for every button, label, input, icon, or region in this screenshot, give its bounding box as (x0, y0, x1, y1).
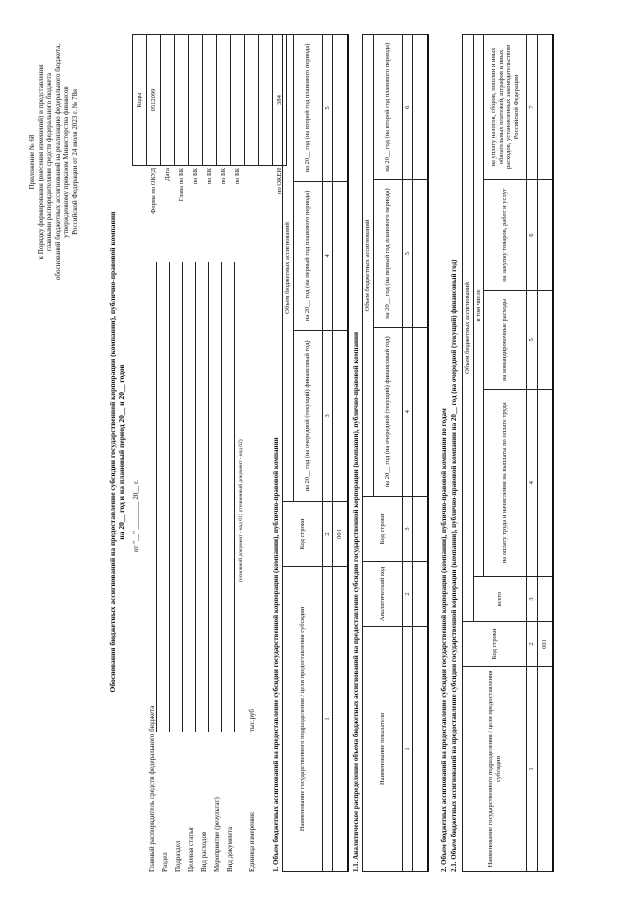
table-row-cell[interactable] (413, 35, 429, 180)
gl-cell[interactable] (175, 35, 189, 166)
section-2-1-title: 2.1. Объем бюджетных ассигнований на предоставление субсидии государственной корпорации (компании), публично-правовой компании на 20__ год (на очередной (текущий) финансовый год) (450, 259, 458, 872)
col-code: Код строки (283, 502, 323, 567)
field-label: Раздел (161, 852, 169, 872)
table-row-code: 001 (537, 622, 553, 667)
units-label: Единица измерения: (248, 811, 256, 872)
col-year-2: на 20__ год (на первый год планового периода) (293, 181, 322, 330)
title-line: Обоснования бюджетных ассигнований на предоставление субсидии государственной корпорации (компании), публично-правовой компании (108, 211, 117, 693)
bk-label: по БК (233, 167, 241, 185)
col-num: 4 (402, 327, 413, 496)
col-num: 1 (322, 567, 333, 872)
bk-label: по БК (205, 167, 213, 185)
table-row-code: 001 (333, 502, 349, 567)
table-row-cell[interactable] (537, 180, 553, 291)
col-total: всего (473, 577, 527, 622)
table-row-cell[interactable] (333, 181, 349, 330)
col-num: 6 (527, 180, 538, 291)
table-row-cell[interactable] (333, 330, 349, 501)
field-label: Вид документа (226, 826, 234, 872)
okud-value: 0512099 (147, 35, 161, 166)
appendix-line: к Порядку формирования (внесения изменений) и представления (36, 64, 45, 260)
bk-label: по БК (219, 167, 227, 185)
date-line: от "__" ________ 20__ г. (132, 479, 140, 552)
col-year-2: на 20__ год (на первый год планового периода) (373, 180, 402, 327)
table-row-cell[interactable] (413, 627, 429, 872)
col-analytic: Аналитический код (363, 562, 403, 627)
table-row-cell[interactable] (537, 389, 553, 576)
field-label: Подраздел (174, 840, 182, 872)
table-row-cell[interactable] (537, 577, 553, 622)
okud-label: Форма по ОКУД (149, 167, 157, 214)
table-row-cell[interactable] (413, 562, 429, 627)
col-travel: на командировочные расходы (484, 291, 527, 389)
title-line: на 20__ год и на плановый период 20__ и 20__ годов (117, 364, 126, 540)
col-year-1: на 20__ год (на очередной (текущий) финансовый год) (373, 327, 402, 496)
date-cell[interactable] (161, 35, 175, 166)
col-num: 6 (402, 35, 413, 180)
col-num: 5 (402, 180, 413, 327)
table-row-cell[interactable] (413, 180, 429, 327)
bk-cell[interactable] (231, 35, 245, 166)
codes-head: Коды (133, 35, 147, 166)
col-name: Наименование государственного подразделения / цели предоставления субсидии (283, 567, 323, 872)
col-num: 1 (527, 667, 538, 872)
col-code: Код строки (363, 497, 403, 562)
bk-cell[interactable] (217, 35, 231, 166)
col-year-3: на 20__ год (на второй год планового периода) (373, 35, 402, 180)
col-name: Наименование государственного подразделения / цели предоставления субсидии (463, 667, 527, 872)
document-title (108, 102, 126, 802)
appendix-line: утвержденному приказом Министерства финансов (62, 86, 70, 238)
field-label: Целевая статья (187, 827, 195, 872)
appendix-line: Российской Федерации от 24 июля 2023 г. № 78н (70, 89, 79, 235)
blank-cell (259, 35, 273, 166)
section-1-table (282, 34, 349, 872)
col-num: 7 (527, 35, 538, 180)
appendix-line: главными распорядителями средств федерального бюджета (45, 73, 53, 251)
table-row-cell[interactable] (413, 497, 429, 562)
col-taxes: на уплату налогов, сборов, пошлин и иных обязательных платежей, штрафов и иных расходов, установленных законодательством Российской Федерации (484, 35, 527, 180)
table-row-cell[interactable] (413, 327, 429, 496)
col-incl: в том числе (473, 35, 484, 577)
col-group: Объем бюджетных ассигнований (363, 35, 374, 497)
section-2-1-table (462, 34, 554, 872)
okei-label: по ОКЕИ (275, 167, 283, 195)
okei-value: 384 (273, 35, 287, 166)
blank-cell (245, 35, 259, 166)
bk-cell[interactable] (189, 35, 203, 166)
field-label: Мероприятие (результат) (213, 797, 221, 872)
table-row-cell[interactable] (537, 291, 553, 389)
section-1-title: 1. Объем бюджетных ассигнований на предоставление субсидии государственной корпорации (компании), публично-правовой компании (272, 437, 280, 872)
table-row-cell[interactable] (333, 35, 349, 182)
appendix-header (28, 32, 79, 292)
bk-label: по БК (191, 167, 199, 185)
section-1-1-title: 1.1. Аналитическое распределение объема бюджетных ассигнований на предоставление субсидии государственной корпорации (компании), публично-правовой компании (352, 331, 360, 872)
date-label: Дата (163, 167, 171, 181)
col-num: 5 (527, 291, 538, 389)
table-row-cell[interactable] (537, 35, 553, 180)
table-row-cell[interactable] (333, 567, 349, 872)
col-salary: на оплату труда и начисления на выплаты по оплате труда (484, 389, 527, 576)
col-name: Наименование показателя (363, 627, 403, 872)
col-num: 3 (402, 497, 413, 562)
col-num: 1 (402, 627, 413, 872)
codes-table (132, 34, 287, 254)
appendix-line: обоснований бюджетных ассигнований на реализацию федерального бюджета, (53, 43, 62, 281)
col-group: Объем бюджетных ассигнований (283, 35, 294, 502)
col-num: 2 (402, 562, 413, 627)
col-num: 3 (527, 577, 538, 622)
section-1-1-table (362, 34, 429, 872)
doc-type-hint: (основной документ - код 01; уточненный документ - код 02) (238, 439, 244, 582)
section-2-title: 2. Объем бюджетных ассигнований на предоставление субсидии государственной корпорации (компании), публично-правовой компании по годам (440, 408, 448, 872)
col-num: 4 (322, 181, 333, 330)
field-label: Главный распорядитель средств федерального бюджета (148, 705, 156, 872)
col-num: 5 (322, 35, 333, 182)
col-num: 3 (322, 330, 333, 501)
field-label: Вид расходов (200, 831, 208, 872)
gl-label: Глава по БК (177, 167, 185, 202)
bk-cell[interactable] (203, 35, 217, 166)
col-procurement: на закупку товаров, работ и услуг (484, 180, 527, 291)
col-group: Объем бюджетных ассигнований (463, 35, 474, 622)
col-num: 4 (527, 389, 538, 576)
appendix-number: Приложение № 68 (28, 134, 36, 190)
units-value: тыс.руб (248, 709, 256, 732)
col-num: 2 (322, 502, 333, 567)
col-year-1: на 20__ год (на очередной (текущий) финансовый год) (293, 330, 322, 501)
col-code: Код строки (463, 622, 527, 667)
document-page (20, 22, 620, 882)
col-num: 2 (527, 622, 538, 667)
table-row-cell[interactable] (537, 667, 553, 872)
col-year-3: на 20__ год (на второй год планового периода) (293, 35, 322, 182)
